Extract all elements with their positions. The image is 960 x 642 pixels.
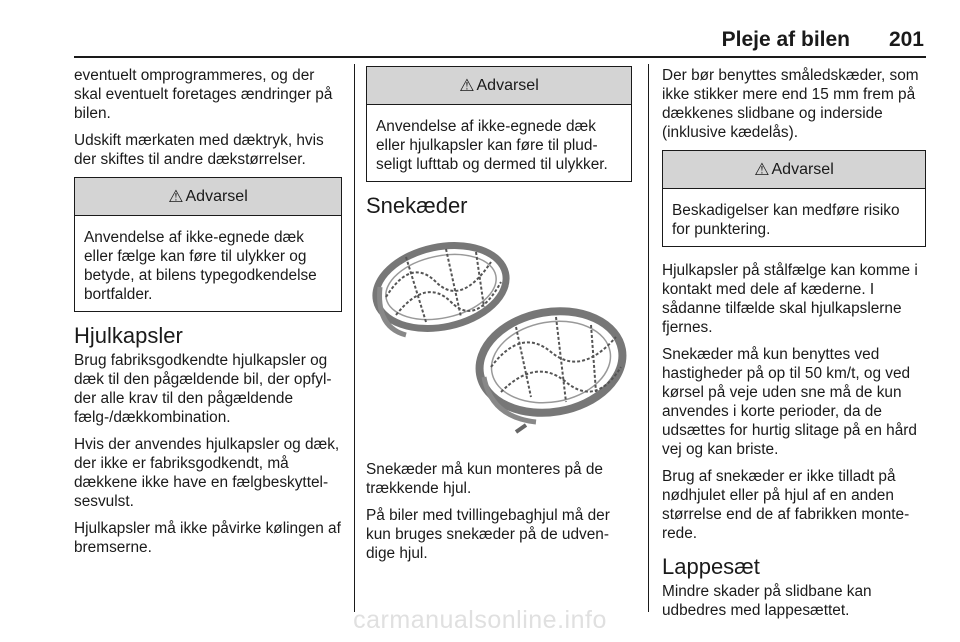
column-divider-1 <box>354 64 355 612</box>
paragraph: Brug af snekæder er ikke tilladt på nødhjulet eller på hjul af en anden størrelse end de af fabrikken monterede. <box>662 468 910 542</box>
paragraph: Snekæder må kun benyttes ved hastigheder på op til 50 km/t, og ved kørsel på veje uden sne må de kun anvendes i korte perioder, da de udsættes for hurtig slitage på en hård vej og kan briste. <box>662 346 917 458</box>
warning-text: Anvendelse af ikke-egnede dæk eller hjulkapsler kan føre til pludseligt lufttab og dermed til ulykker. <box>376 118 608 173</box>
column-divider-2 <box>648 64 649 612</box>
page-number: 201 <box>888 28 924 51</box>
section-heading: Lappesæt <box>662 554 760 579</box>
watermark: carmanualsonline.info <box>353 606 607 634</box>
column-3 <box>662 66 926 628</box>
paragraph: Hvis der anvendes hjulkapsler og dæk, der ikke er fabriksgodkendt, må dækkene ikke have en fælgbeskyttelsesvulst. <box>74 436 340 510</box>
header-rule <box>74 56 926 58</box>
warning-box <box>662 150 926 247</box>
warning-text: Anvendelse af ikke-egnede dæk eller fælge kan føre til ulykker og betyde, at bilens typegodkendelse bortfalder. <box>84 229 317 303</box>
warning-triangle-icon: ⚠ <box>459 76 475 95</box>
section-heading: Hjulkapsler <box>74 323 183 348</box>
paragraph: Snekæder må kun monteres på de trækkende hjul. <box>366 461 603 497</box>
paragraph: Udskift mærkaten med dæktryk, hvis der skiftes til andre dækstørrelser. <box>74 132 324 168</box>
snow-chains-illustration <box>366 227 632 437</box>
warning-box <box>74 177 342 312</box>
warning-text: Beskadigelser kan medføre risiko for punktering. <box>672 202 900 238</box>
page-header <box>0 28 960 58</box>
warning-triangle-icon: ⚠ <box>168 187 184 206</box>
paragraph: Der bør benyttes småledskæder, som ikke stikker mere end 15 mm frem på dækkenes slidbane og inderside (inklusive kædelås). <box>662 67 919 141</box>
warning-title: Advarsel <box>476 77 539 94</box>
column-2 <box>366 66 632 571</box>
paragraph: Hjulkapsler må ikke påvirke kølingen af bremserne. <box>74 520 341 556</box>
paragraph: På biler med tvillingebaghjul må der kun bruges snekæder på de udvendige hjul. <box>366 507 610 562</box>
paragraph: Mindre skader på slidbane kan udbedres med lappesættet. <box>662 583 872 619</box>
paragraph: Hjulkapsler på stålfælge kan komme i kontakt med dele af kæderne. I sådanne tilfælde skal hjulkapslerne fjernes. <box>662 262 918 336</box>
warning-box <box>366 66 632 182</box>
section-heading: Snekæder <box>366 193 468 218</box>
paragraph: eventuelt omprogrammeres, og der skal eventuelt foretages ændringer på bilen. <box>74 67 333 122</box>
warning-title: Advarsel <box>771 161 834 178</box>
warning-triangle-icon: ⚠ <box>754 160 770 179</box>
column-1 <box>74 66 342 565</box>
section-title: Pleje af bilen <box>721 28 850 51</box>
paragraph: Brug fabriksgodkendte hjulkapsler og dæk til den pågældende bil, der opfylder alle krav til den pågældende fælg-/dækkombination. <box>74 352 332 426</box>
warning-title: Advarsel <box>185 188 248 205</box>
